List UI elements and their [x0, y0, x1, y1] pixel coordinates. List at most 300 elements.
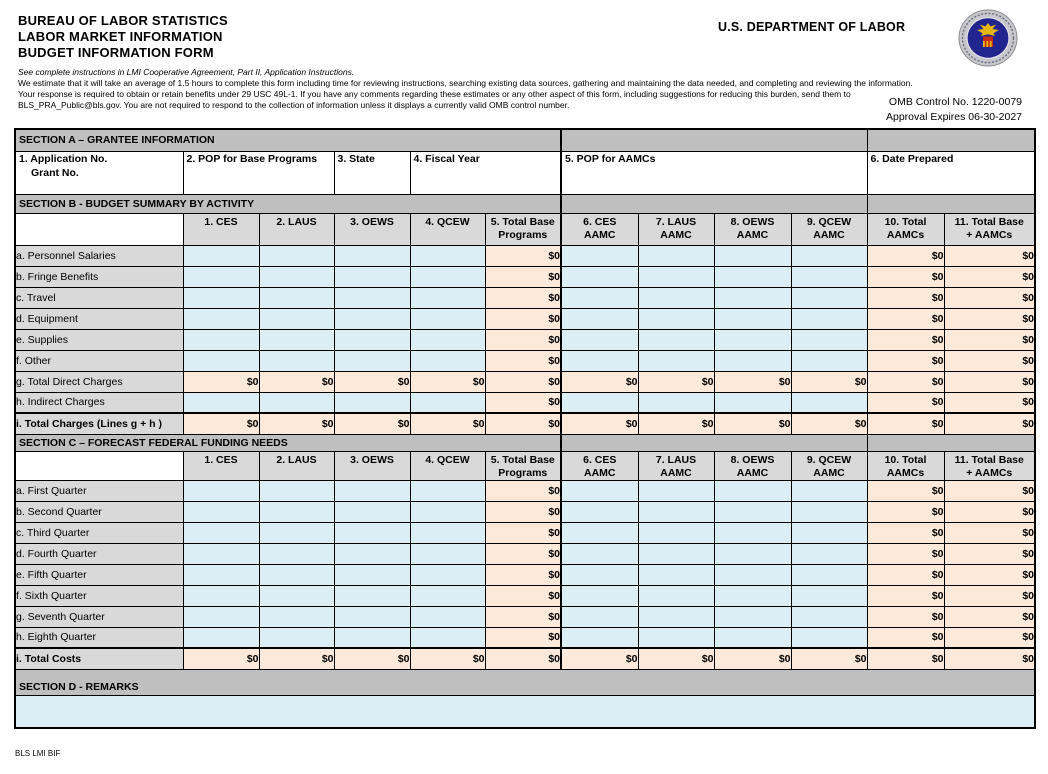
amount-entry-cell[interactable] [410, 480, 485, 501]
omb-block [886, 95, 1022, 124]
amount-entry-cell[interactable] [334, 308, 410, 329]
amount-entry-cell[interactable] [334, 501, 410, 522]
field-state[interactable] [334, 151, 410, 194]
column-header [791, 213, 867, 245]
amount-entry-cell[interactable] [334, 329, 410, 350]
amount-entry-cell[interactable] [714, 350, 791, 371]
column-header-line1: 6. CES [583, 215, 617, 228]
amount-entry-cell[interactable] [334, 564, 410, 585]
amount-entry-cell[interactable] [410, 308, 485, 329]
calculated-total-cell: $0 [867, 564, 944, 585]
budget-form-table [14, 128, 1036, 729]
amount-entry-cell[interactable] [410, 392, 485, 413]
amount-entry-cell[interactable] [714, 564, 791, 585]
amount-entry-cell[interactable] [561, 543, 638, 564]
row-label-header-blank [15, 213, 183, 245]
amount-entry-cell[interactable] [334, 522, 410, 543]
calculated-total-cell: $0 [944, 564, 1035, 585]
amount-entry-cell[interactable] [638, 480, 714, 501]
amount-entry-cell[interactable] [714, 543, 791, 564]
column-header [944, 451, 1035, 480]
column-header [334, 213, 410, 245]
calculated-total-cell: $0 [867, 522, 944, 543]
amount-entry-cell[interactable] [561, 350, 638, 371]
column-header [334, 451, 410, 480]
column-header-line2: AAMCs [886, 228, 925, 241]
section-b-row-label: h. Indirect Charges [15, 392, 183, 413]
amount-entry-cell[interactable] [791, 245, 867, 266]
calculated-total-cell: $0 [944, 585, 1035, 606]
calculated-total-cell: $0 [944, 329, 1035, 350]
column-header-line2: AAMC [813, 228, 845, 241]
amount-entry-cell[interactable] [561, 392, 638, 413]
amount-entry-cell[interactable] [259, 245, 334, 266]
column-header-line2: AAMC [736, 228, 769, 241]
burden-statement-line-3: BLS_PRA_Public@bls.gov. You are not required to respond to the collection of information unless it displays a currently valid OMB control number. [18, 99, 570, 110]
amount-entry-cell[interactable] [714, 308, 791, 329]
amount-entry-cell[interactable] [183, 522, 259, 543]
amount-entry-cell[interactable] [791, 392, 867, 413]
section-c-row-label: i. Total Costs [15, 648, 183, 669]
calculated-total-cell: $0 [944, 480, 1035, 501]
calculated-total-cell: $0 [485, 371, 561, 392]
amount-entry-cell[interactable] [183, 627, 259, 648]
amount-entry-cell[interactable] [561, 266, 638, 287]
column-header-line2: Programs [498, 228, 548, 241]
amount-entry-cell[interactable] [791, 501, 867, 522]
field-label: 5. POP for AAMCs [565, 152, 656, 165]
amount-entry-cell[interactable] [410, 266, 485, 287]
field-label: 6. Date Prepared [870, 152, 954, 165]
column-header-line2: AAMC [736, 466, 769, 479]
amount-entry-cell[interactable] [791, 543, 867, 564]
calculated-total-cell: $0 [334, 371, 410, 392]
calculated-total-cell: $0 [485, 245, 561, 266]
amount-entry-cell[interactable] [561, 585, 638, 606]
column-header-line1: 5. Total Base [490, 453, 555, 466]
column-header [638, 451, 714, 480]
amount-entry-cell[interactable] [714, 606, 791, 627]
amount-entry-cell[interactable] [561, 480, 638, 501]
calculated-total-cell: $0 [944, 627, 1035, 648]
column-header-line1: 10. Total [884, 453, 927, 466]
calculated-total-cell: $0 [867, 585, 944, 606]
calculated-total-cell: $0 [485, 585, 561, 606]
calculated-total-cell: $0 [714, 371, 791, 392]
calculated-total-cell: $0 [485, 627, 561, 648]
amount-entry-cell[interactable] [334, 543, 410, 564]
column-header-line2: + AAMCs [966, 466, 1013, 479]
amount-entry-cell[interactable] [183, 287, 259, 308]
amount-entry-cell[interactable] [183, 329, 259, 350]
section-a-title: SECTION A – GRANTEE INFORMATION [15, 129, 561, 151]
calculated-total-cell: $0 [867, 413, 944, 434]
amount-entry-cell[interactable] [410, 585, 485, 606]
omb-control-number: OMB Control No. 1220-0079 [888, 96, 1022, 108]
section-b-band-spacer-right [867, 194, 1035, 213]
section-c-row-label: f. Sixth Quarter [15, 585, 183, 606]
form-id-footer: BLS LMI BIF [15, 749, 61, 758]
amount-entry-cell[interactable] [638, 564, 714, 585]
amount-entry-cell[interactable] [334, 585, 410, 606]
column-header [183, 213, 259, 245]
amount-entry-cell[interactable] [638, 392, 714, 413]
amount-entry-cell[interactable] [334, 392, 410, 413]
amount-entry-cell[interactable] [561, 522, 638, 543]
calculated-total-cell: $0 [944, 543, 1035, 564]
column-header [485, 451, 561, 480]
calculated-total-cell: $0 [259, 648, 334, 669]
calculated-total-cell: $0 [638, 648, 714, 669]
calculated-total-cell: $0 [714, 413, 791, 434]
section-c-row-label: a. First Quarter [15, 480, 183, 501]
field-label: 4. Fiscal Year [413, 152, 480, 165]
amount-entry-cell[interactable] [183, 350, 259, 371]
amount-entry-cell[interactable] [561, 606, 638, 627]
amount-entry-cell[interactable] [714, 245, 791, 266]
amount-entry-cell[interactable] [638, 606, 714, 627]
calculated-total-cell: $0 [334, 648, 410, 669]
amount-entry-cell[interactable] [410, 543, 485, 564]
section-a-band-spacer [561, 129, 867, 151]
amount-entry-cell[interactable] [259, 287, 334, 308]
section-c-row-label: g. Seventh Quarter [15, 606, 183, 627]
calculated-total-cell: $0 [867, 287, 944, 308]
column-header [561, 451, 638, 480]
section-b-row-label: a. Personnel Salaries [15, 245, 183, 266]
amount-entry-cell[interactable] [638, 350, 714, 371]
calculated-total-cell: $0 [944, 371, 1035, 392]
column-header-line1: 7. LAUS [655, 215, 697, 228]
column-header-line2: AAMC [813, 466, 845, 479]
amount-entry-cell[interactable] [259, 522, 334, 543]
amount-entry-cell[interactable] [410, 287, 485, 308]
amount-entry-cell[interactable] [791, 564, 867, 585]
amount-entry-cell[interactable] [561, 329, 638, 350]
calculated-total-cell: $0 [183, 413, 259, 434]
column-header-line1: 6. CES [583, 453, 617, 466]
amount-entry-cell[interactable] [183, 501, 259, 522]
calculated-total-cell: $0 [259, 371, 334, 392]
agency-line-2: LABOR MARKET INFORMATION [18, 29, 223, 44]
amount-entry-cell[interactable] [410, 501, 485, 522]
calculated-total-cell: $0 [485, 266, 561, 287]
column-header [259, 213, 334, 245]
amount-entry-cell[interactable] [791, 329, 867, 350]
amount-entry-cell[interactable] [714, 480, 791, 501]
column-header-line2: AAMC [584, 228, 616, 241]
field-pop-aamcs[interactable] [561, 151, 867, 194]
calculated-total-cell: $0 [867, 329, 944, 350]
section-c-row-label: e. Fifth Quarter [15, 564, 183, 585]
calculated-total-cell: $0 [867, 501, 944, 522]
field-label: Grant No. [31, 166, 79, 179]
calculated-total-cell: $0 [561, 371, 638, 392]
amount-entry-cell[interactable] [638, 245, 714, 266]
column-header-line1: 2. LAUS [276, 453, 317, 466]
amount-entry-cell[interactable] [410, 627, 485, 648]
amount-entry-cell[interactable] [259, 627, 334, 648]
column-header-line2: AAMC [660, 466, 692, 479]
calculated-total-cell: $0 [867, 480, 944, 501]
amount-entry-cell[interactable] [561, 501, 638, 522]
amount-entry-cell[interactable] [714, 522, 791, 543]
burden-statement-line-2: Your response is required to obtain or retain benefits under 29 USC 49L-1. If you have any comments regarding these estimates or any other aspect of this form, including suggestions for reducing this burden, send them to [18, 88, 851, 99]
amount-entry-cell[interactable] [259, 329, 334, 350]
calculated-total-cell: $0 [944, 606, 1035, 627]
field-application-grant-no[interactable] [15, 151, 183, 194]
column-header-line2: + AAMCs [966, 228, 1013, 241]
field-fiscal-year[interactable] [410, 151, 561, 194]
column-header-line1: 8. OEWS [730, 215, 775, 228]
calculated-total-cell: $0 [944, 522, 1035, 543]
amount-entry-cell[interactable] [334, 627, 410, 648]
calculated-total-cell: $0 [485, 350, 561, 371]
amount-entry-cell[interactable] [638, 501, 714, 522]
column-header-line1: 1. CES [204, 453, 238, 466]
field-label: 2. POP for Base Programs [186, 152, 318, 165]
section-c-band-spacer-right [867, 434, 1035, 451]
amount-entry-cell[interactable] [714, 329, 791, 350]
section-b-title: SECTION B - BUDGET SUMMARY BY ACTIVITY [15, 194, 561, 213]
amount-entry-cell[interactable] [714, 287, 791, 308]
calculated-total-cell: $0 [410, 413, 485, 434]
amount-entry-cell[interactable] [638, 308, 714, 329]
amount-entry-cell[interactable] [561, 245, 638, 266]
amount-entry-cell[interactable] [183, 245, 259, 266]
amount-entry-cell[interactable] [183, 564, 259, 585]
column-header [714, 213, 791, 245]
calculated-total-cell: $0 [944, 392, 1035, 413]
amount-entry-cell[interactable] [638, 627, 714, 648]
amount-entry-cell[interactable] [410, 350, 485, 371]
section-c-row-label: d. Fourth Quarter [15, 543, 183, 564]
column-header-line2: AAMC [660, 228, 692, 241]
calculated-total-cell: $0 [867, 308, 944, 329]
calculated-total-cell: $0 [867, 543, 944, 564]
calculated-total-cell: $0 [410, 371, 485, 392]
section-b-band-spacer [561, 194, 867, 213]
column-header-line1: 9. QCEW [806, 215, 852, 228]
section-c-row-label: c. Third Quarter [15, 522, 183, 543]
calculated-total-cell: $0 [485, 543, 561, 564]
amount-entry-cell[interactable] [259, 266, 334, 287]
calculated-total-cell: $0 [561, 648, 638, 669]
amount-entry-cell[interactable] [791, 585, 867, 606]
amount-entry-cell[interactable] [410, 245, 485, 266]
approval-expires: Approval Expires 06-30-2027 [886, 110, 1022, 123]
section-c-row-label: b. Second Quarter [15, 501, 183, 522]
amount-entry-cell[interactable] [410, 606, 485, 627]
calculated-total-cell: $0 [485, 392, 561, 413]
amount-entry-cell[interactable] [334, 350, 410, 371]
remarks-input[interactable] [15, 695, 1035, 728]
amount-entry-cell[interactable] [791, 627, 867, 648]
column-header [485, 213, 561, 245]
amount-entry-cell[interactable] [714, 585, 791, 606]
column-header-line1: 11. Total Base [954, 215, 1024, 228]
column-header-line2: AAMCs [886, 466, 925, 479]
amount-entry-cell[interactable] [259, 480, 334, 501]
form-title: BUDGET INFORMATION FORM [18, 45, 214, 60]
amount-entry-cell[interactable] [714, 501, 791, 522]
section-b-row-label: d. Equipment [15, 308, 183, 329]
section-c-row-label: h. Eighth Quarter [15, 627, 183, 648]
calculated-total-cell: $0 [638, 371, 714, 392]
amount-entry-cell[interactable] [791, 606, 867, 627]
calculated-total-cell: $0 [791, 648, 867, 669]
amount-entry-cell[interactable] [791, 480, 867, 501]
amount-entry-cell[interactable] [183, 266, 259, 287]
column-header [410, 451, 485, 480]
column-header [791, 451, 867, 480]
column-header-line1: 1. CES [204, 215, 238, 228]
amount-entry-cell[interactable] [334, 287, 410, 308]
calculated-total-cell: $0 [334, 413, 410, 434]
amount-entry-cell[interactable] [334, 480, 410, 501]
amount-entry-cell[interactable] [410, 329, 485, 350]
amount-entry-cell[interactable] [259, 308, 334, 329]
amount-entry-cell[interactable] [259, 392, 334, 413]
amount-entry-cell[interactable] [561, 564, 638, 585]
column-header [259, 451, 334, 480]
section-b-row-label: e. Supplies [15, 329, 183, 350]
column-header-line1: 9. QCEW [806, 453, 852, 466]
burden-statement-line-1: We estimate that it will take an average of 1.5 hours to complete this form including time for reviewing instructions, searching existing data sources, gathering and maintaining the data needed, and completing and reviewing the information. [18, 78, 913, 88]
amount-entry-cell[interactable] [638, 329, 714, 350]
section-d-title: SECTION D - REMARKS [15, 669, 1035, 695]
calculated-total-cell: $0 [485, 564, 561, 585]
amount-entry-cell[interactable] [410, 564, 485, 585]
column-header-line1: 2. LAUS [276, 215, 317, 228]
amount-entry-cell[interactable] [791, 266, 867, 287]
calculated-total-cell: $0 [867, 371, 944, 392]
field-label: 1. Application No. [19, 152, 108, 165]
column-header-line1: 10. Total [884, 215, 927, 228]
amount-entry-cell[interactable] [714, 266, 791, 287]
calculated-total-cell: $0 [791, 413, 867, 434]
calculated-total-cell: $0 [867, 350, 944, 371]
calculated-total-cell: $0 [259, 413, 334, 434]
amount-entry-cell[interactable] [791, 287, 867, 308]
calculated-total-cell: $0 [183, 648, 259, 669]
calculated-total-cell: $0 [944, 350, 1035, 371]
calculated-total-cell: $0 [485, 308, 561, 329]
calculated-total-cell: $0 [867, 266, 944, 287]
calculated-total-cell: $0 [485, 329, 561, 350]
column-header [867, 213, 944, 245]
column-header-line1: 4. QCEW [425, 453, 470, 466]
amount-entry-cell[interactable] [183, 585, 259, 606]
column-header [410, 213, 485, 245]
calculated-total-cell: $0 [867, 245, 944, 266]
calculated-total-cell: $0 [867, 392, 944, 413]
calculated-total-cell: $0 [485, 501, 561, 522]
calculated-total-cell: $0 [791, 371, 867, 392]
amount-entry-cell[interactable] [561, 627, 638, 648]
amount-entry-cell[interactable] [638, 543, 714, 564]
column-header-line1: 7. LAUS [655, 453, 697, 466]
amount-entry-cell[interactable] [714, 392, 791, 413]
amount-entry-cell[interactable] [183, 543, 259, 564]
section-b-row-label: b. Fringe Benefits [15, 266, 183, 287]
amount-entry-cell[interactable] [183, 392, 259, 413]
column-header-line1: 5. Total Base [490, 215, 555, 228]
amount-entry-cell[interactable] [638, 585, 714, 606]
department-title: U.S. DEPARTMENT OF LABOR [718, 20, 906, 34]
column-header [183, 451, 259, 480]
column-header-line1: 3. OEWS [350, 453, 394, 466]
amount-entry-cell[interactable] [561, 308, 638, 329]
amount-entry-cell[interactable] [638, 287, 714, 308]
column-header-line1: 3. OEWS [350, 215, 394, 228]
amount-entry-cell[interactable] [259, 501, 334, 522]
column-header [867, 451, 944, 480]
column-header [638, 213, 714, 245]
column-header-line2: Programs [498, 466, 548, 479]
column-header [561, 213, 638, 245]
calculated-total-cell: $0 [944, 308, 1035, 329]
amount-entry-cell[interactable] [714, 627, 791, 648]
calculated-total-cell: $0 [944, 287, 1035, 308]
amount-entry-cell[interactable] [638, 266, 714, 287]
column-header-line1: 8. OEWS [730, 453, 775, 466]
calculated-total-cell: $0 [944, 245, 1035, 266]
calculated-total-cell: $0 [410, 648, 485, 669]
field-date-prepared[interactable] [867, 151, 1035, 194]
amount-entry-cell[interactable] [791, 350, 867, 371]
section-c-band-spacer [561, 434, 867, 451]
amount-entry-cell[interactable] [259, 606, 334, 627]
amount-entry-cell[interactable] [334, 245, 410, 266]
amount-entry-cell[interactable] [183, 606, 259, 627]
amount-entry-cell[interactable] [410, 522, 485, 543]
column-header-line1: 11. Total Base [954, 453, 1024, 466]
amount-entry-cell[interactable] [259, 564, 334, 585]
section-b-row-label: c. Travel [15, 287, 183, 308]
calculated-total-cell: $0 [485, 480, 561, 501]
calculated-total-cell: $0 [714, 648, 791, 669]
column-header-line2: AAMC [584, 466, 616, 479]
amount-entry-cell[interactable] [183, 480, 259, 501]
field-label: 3. State [337, 152, 375, 165]
calculated-total-cell: $0 [485, 287, 561, 308]
amount-entry-cell[interactable] [561, 287, 638, 308]
section-c-title: SECTION C – FORECAST FEDERAL FUNDING NEEDS [15, 434, 561, 451]
amount-entry-cell[interactable] [791, 308, 867, 329]
calculated-total-cell: $0 [867, 648, 944, 669]
section-b-row-label: g. Total Direct Charges [15, 371, 183, 392]
amount-entry-cell[interactable] [183, 308, 259, 329]
column-header-line1: 4. QCEW [425, 215, 470, 228]
calculated-total-cell: $0 [944, 501, 1035, 522]
amount-entry-cell[interactable] [334, 606, 410, 627]
section-a-band-spacer-right [867, 129, 1035, 151]
amount-entry-cell[interactable] [259, 543, 334, 564]
section-b-row-label: f. Other [15, 350, 183, 371]
amount-entry-cell[interactable] [638, 522, 714, 543]
amount-entry-cell[interactable] [259, 585, 334, 606]
amount-entry-cell[interactable] [259, 350, 334, 371]
section-b-row-label: i. Total Charges (Lines g + h ) [15, 413, 183, 434]
amount-entry-cell[interactable] [791, 522, 867, 543]
department-of-labor-seal-icon [958, 9, 1018, 67]
row-label-header-blank [15, 451, 183, 480]
field-pop-base-programs[interactable] [183, 151, 334, 194]
calculated-total-cell: $0 [638, 413, 714, 434]
amount-entry-cell[interactable] [334, 266, 410, 287]
column-header [714, 451, 791, 480]
